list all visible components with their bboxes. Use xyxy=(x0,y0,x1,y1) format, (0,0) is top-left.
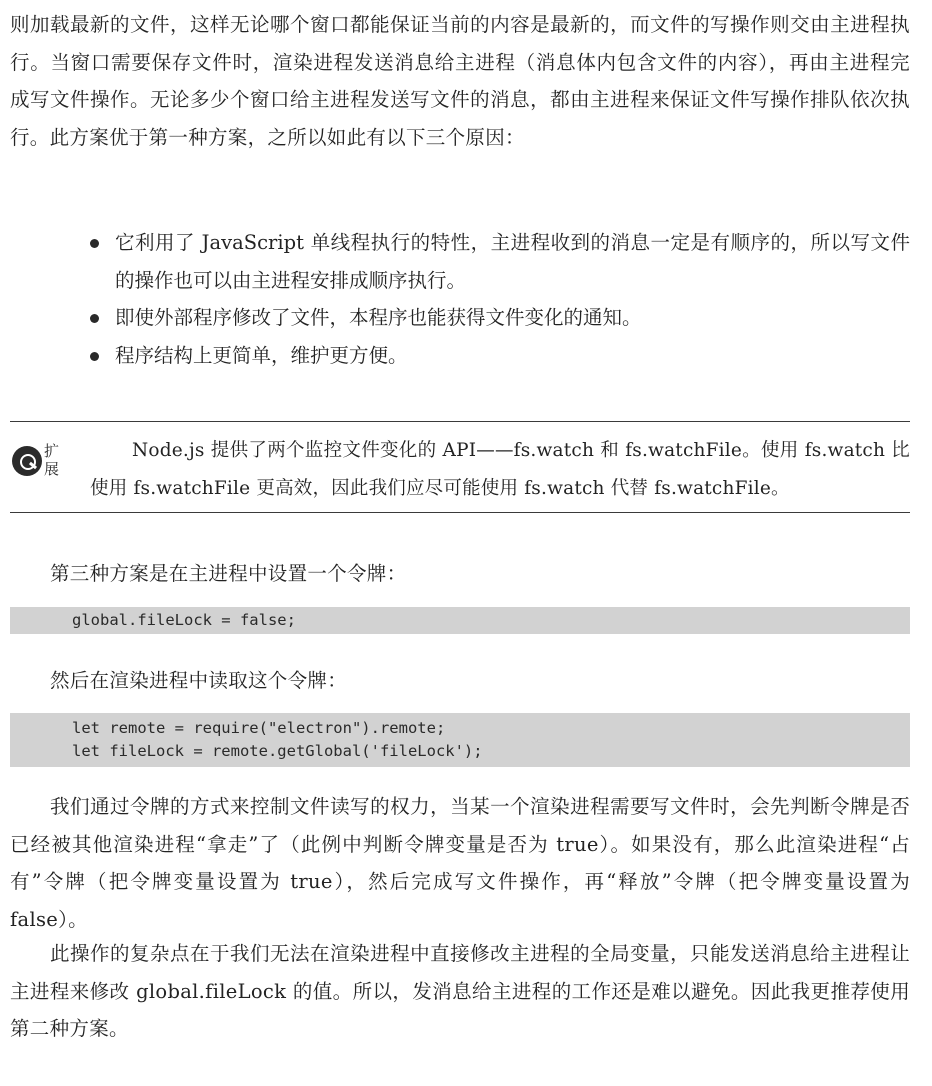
reasons-list xyxy=(88,224,910,374)
list-item-text: 它利用了 JavaScript 单线程执行的特性，主进程收到的消息一定是有顺序的，所以写文件的操作也可以由主进程安排成顺序执行。 xyxy=(115,231,910,292)
bullet-icon xyxy=(90,239,99,248)
paragraph-token-control: 我们通过令牌的方式来控制文件读写的权力，当某一个渲染进程需要写文件时，会先判断令牌是否已经被其他渲染进程“拿走”了（此例中判断令牌变量是否为 true）。如果没有，那么此渲染进程“占有”令牌（把令牌变量设置为 true），然后完成写文件操作，再“释放”令牌（把令牌变量设置为 false）。 xyxy=(10,795,910,931)
paragraph-complexity: 此操作的复杂点在于我们无法在渲染进程中直接修改主进程的全局变量，只能发送消息给主进程让主进程来修改 global.fileLock 的值。所以，发消息给主进程的工作还是难以避免。因此我更推荐使用第二种方案。 xyxy=(10,942,910,1040)
intro-paragraph: 则加载最新的文件，这样无论哪个窗口都能保证当前的内容是最新的，而文件的写操作则交由主进程执行。当窗口需要保存文件时，渲染进程发送消息给主进程（消息体内包含文件的内容），再由主进程完成写文件操作。无论多少个窗口给主进程发送写文件的消息，都由主进程来保证文件写操作排队依次执行。此方案优于第一种方案，之所以如此有以下三个原因： xyxy=(10,13,910,149)
list-item xyxy=(88,337,910,375)
list-item xyxy=(88,224,910,299)
extension-note-icon xyxy=(12,442,72,482)
code-block-global xyxy=(10,607,910,634)
code-line: let fileLock = remote.getGlobal('fileLock'); xyxy=(72,742,483,760)
note-label: 扩展 xyxy=(44,442,60,478)
satellite-icon xyxy=(12,446,42,476)
note-text: Node.js 提供了两个监控文件变化的 API——fs.watch 和 fs.watchFile。使用 fs.watch 比使用 fs.watchFile 更高效，因此我们应尽可能使用 fs.watch 代替 fs.watchFile。 xyxy=(90,440,910,499)
list-item-text: 程序结构上更简单，维护更方便。 xyxy=(115,343,408,367)
paragraph-read-token: 然后在渲染进程中读取这个令牌： xyxy=(50,669,348,692)
code-block-remote xyxy=(10,713,910,767)
bullet-icon xyxy=(90,314,99,323)
list-item-text: 即使外部程序修改了文件，本程序也能获得文件变化的通知。 xyxy=(115,306,642,329)
paragraph-token-scheme: 第三种方案是在主进程中设置一个令牌： xyxy=(50,562,407,585)
note-bottom-rule xyxy=(10,512,910,513)
bullet-icon xyxy=(90,352,99,361)
note-top-rule xyxy=(10,421,910,422)
code-line: let remote = require("electron").remote; xyxy=(72,719,446,737)
code-line: global.fileLock = false; xyxy=(72,611,296,629)
list-item xyxy=(88,299,910,337)
